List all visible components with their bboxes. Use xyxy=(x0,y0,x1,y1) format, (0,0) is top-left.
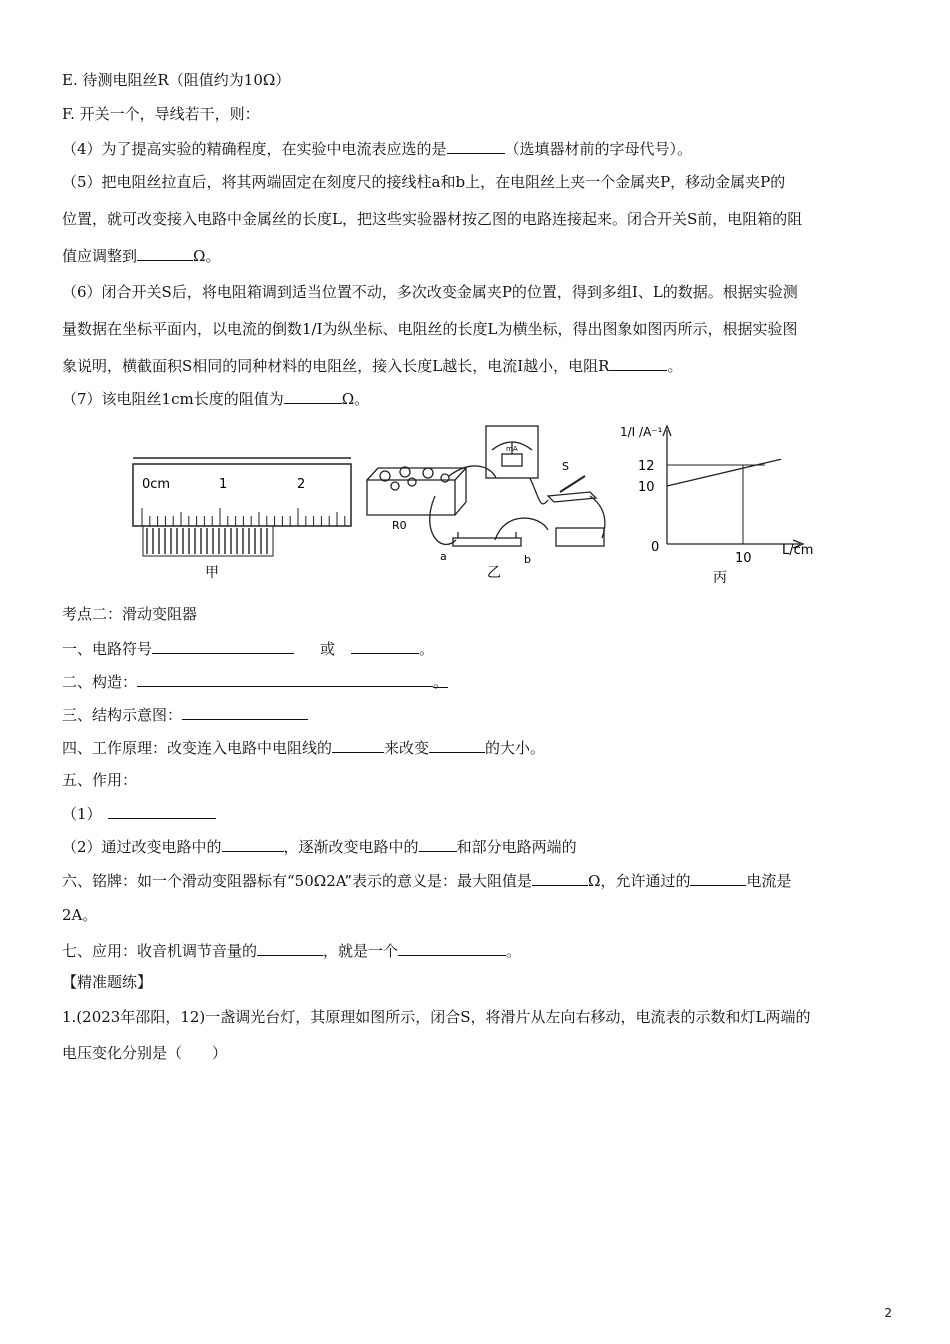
item-2-end: 。 xyxy=(433,673,449,691)
item-1-text: 一、电路符号 xyxy=(62,640,153,658)
question-4 xyxy=(62,138,692,159)
item-7-end: 。 xyxy=(506,942,522,960)
label-b: b xyxy=(524,553,531,566)
item-e: E. 待测电阻丝R（阻值约为10Ω） xyxy=(62,71,291,89)
item-f: F. 开关一个，导线若干，则： xyxy=(62,105,260,123)
question-6-line-2: 量数据在坐标平面内，以电流的倒数1/I为纵坐标、电阻丝的长度L为横坐标，得出图象如图丙所示，根据实验图 xyxy=(62,320,798,338)
ruler-coil-lines xyxy=(147,528,267,554)
answer-blank[interactable] xyxy=(222,836,284,852)
answer-blank[interactable] xyxy=(108,803,216,819)
answer-blank[interactable] xyxy=(284,388,342,404)
item-5-1-text: （1） xyxy=(62,805,102,823)
item-5-1 xyxy=(62,803,216,824)
q4-text-end: （选填器材前的字母代号）。 xyxy=(504,140,693,158)
question-7 xyxy=(62,388,369,409)
label-s: S xyxy=(562,460,569,473)
battery xyxy=(556,528,604,546)
switch xyxy=(548,492,596,502)
ruler-tick-label-0: 0cm xyxy=(142,477,171,492)
answer-blank[interactable] xyxy=(137,245,193,261)
answer-blank[interactable] xyxy=(419,836,457,852)
item-3-text: 三、结构示意图： xyxy=(62,706,183,724)
figure-caption-bing: 丙 xyxy=(713,570,727,586)
y-tick-12: 12 xyxy=(638,459,655,474)
answer-blank[interactable] xyxy=(609,355,667,371)
item-4-text: 四、工作原理：改变连入电路中电阻线的 xyxy=(62,739,333,757)
q6-end: 。 xyxy=(667,357,683,375)
item-6 xyxy=(62,870,792,891)
answer-blank[interactable] xyxy=(690,870,746,886)
answer-blank[interactable] xyxy=(447,138,505,154)
item-4-mid: 来改变 xyxy=(384,739,430,757)
ruler-tick-label-1: 1 xyxy=(219,477,228,492)
wire xyxy=(530,478,548,504)
item-5-2-end: 和部分电路两端的 xyxy=(456,838,577,856)
answer-blank[interactable] xyxy=(137,671,433,687)
ruler-ticks xyxy=(142,508,345,526)
question-5-line-2: 位置，就可改变接入电路中金属丝的长度L，把这些实验器材按乙图的电路连接起来。闭合开关S前，电阻箱的阻 xyxy=(62,210,803,228)
y-tick-10: 10 xyxy=(638,480,655,495)
page-number: 2 xyxy=(884,1306,892,1320)
item-6-line-2: 2A。 xyxy=(62,906,98,924)
q7-unit: Ω。 xyxy=(341,390,370,408)
ruler-coil xyxy=(143,526,273,556)
problem-1-line-1: 1.(2023年邵阳，12)一盏调光台灯，其原理如图所示，闭合S，将滑片从左向右移动，电流表的示数和灯L两端的 xyxy=(62,1008,811,1026)
problem-1-line-2: 电压变化分别是（ ） xyxy=(62,1044,228,1062)
q6-text: 象说明，横截面积S相同的同种材料的电阻丝，接入长度L越长，电流I越小，电阻R xyxy=(62,357,610,375)
q5-text: 值应调整到 xyxy=(62,247,138,265)
question-5-line-1: （5）把电阻丝拉直后，将其两端固定在刻度尺的接线柱a和b上，在电阻丝上夹一个金属夹P，移动金属夹P的 xyxy=(62,173,786,191)
x-axis-label: L/cm xyxy=(782,543,814,558)
q5-unit: Ω。 xyxy=(193,247,221,265)
label-a: a xyxy=(440,550,447,563)
q7-text: （7）该电阻丝1cm长度的阻值为 xyxy=(62,390,284,408)
data-series-line xyxy=(667,459,781,486)
practice-heading: 【精准题练】 xyxy=(62,973,153,991)
ruler-tick-label-2: 2 xyxy=(297,477,306,492)
figures-svg xyxy=(0,420,950,600)
answer-blank[interactable] xyxy=(257,940,323,956)
item-7-text: 七、应用：收音机调节音量的 xyxy=(62,942,258,960)
item-1-or: 或 xyxy=(320,640,336,658)
item-3 xyxy=(62,704,308,725)
item-5-2-text: （2）通过改变电路中的 xyxy=(62,838,222,856)
x-tick-10: 10 xyxy=(735,551,752,566)
item-2-text: 二、构造： xyxy=(62,673,138,691)
item-5-2-mid: ，逐渐改变电路中的 xyxy=(283,838,419,856)
y-tick-0: 0 xyxy=(651,540,660,555)
question-6-line-1: （6）闭合开关S后，将电阻箱调到适当位置不动，多次改变金属夹P的位置，得到多组I、L的数据。根据实验测 xyxy=(62,283,798,301)
item-5: 五、作用： xyxy=(62,771,138,789)
q4-text: （4）为了提高实验的精确程度，在实验中电流表应选的是 xyxy=(62,140,447,158)
answer-blank[interactable] xyxy=(532,870,588,886)
item-6-mid: Ω，允许通过的 xyxy=(588,872,691,890)
answer-blank[interactable] xyxy=(398,940,506,956)
label-r0: R0 xyxy=(392,519,407,532)
figure-caption-yi: 乙 xyxy=(487,565,501,581)
answer-blank[interactable] xyxy=(429,737,485,753)
wire xyxy=(430,496,456,544)
item-4-end: 的大小。 xyxy=(485,739,546,757)
answer-blank[interactable] xyxy=(351,638,419,654)
question-5-line-3 xyxy=(62,245,220,266)
item-7-mid: ，就是一个 xyxy=(323,942,399,960)
figure-caption-jia: 甲 xyxy=(205,565,219,581)
section-title: 考点二：滑动变阻器 xyxy=(62,605,198,623)
item-7 xyxy=(62,940,521,961)
y-axis-label: 1/I /A⁻¹ xyxy=(620,425,663,439)
item-4 xyxy=(62,737,545,758)
answer-blank[interactable] xyxy=(332,737,384,753)
item-2 xyxy=(62,671,448,692)
wire xyxy=(590,496,605,538)
graph-figure xyxy=(620,425,813,586)
label-ma: mA xyxy=(506,445,518,453)
answer-blank[interactable] xyxy=(152,638,294,654)
answer-blank[interactable] xyxy=(182,704,308,720)
wire xyxy=(495,518,548,540)
item-1-end: 。 xyxy=(419,640,435,658)
item-5-2 xyxy=(62,836,577,857)
question-6-line-3 xyxy=(62,355,682,376)
item-6-end: 电流是 xyxy=(746,872,792,890)
wire-board xyxy=(453,538,521,546)
item-6-text: 六、铭牌：如一个滑动变阻器标有“50Ω2A”表示的意义是：最大阻值是 xyxy=(62,872,533,890)
ruler-figure xyxy=(133,458,351,581)
experiment-figures xyxy=(0,420,950,600)
item-1 xyxy=(62,638,434,659)
